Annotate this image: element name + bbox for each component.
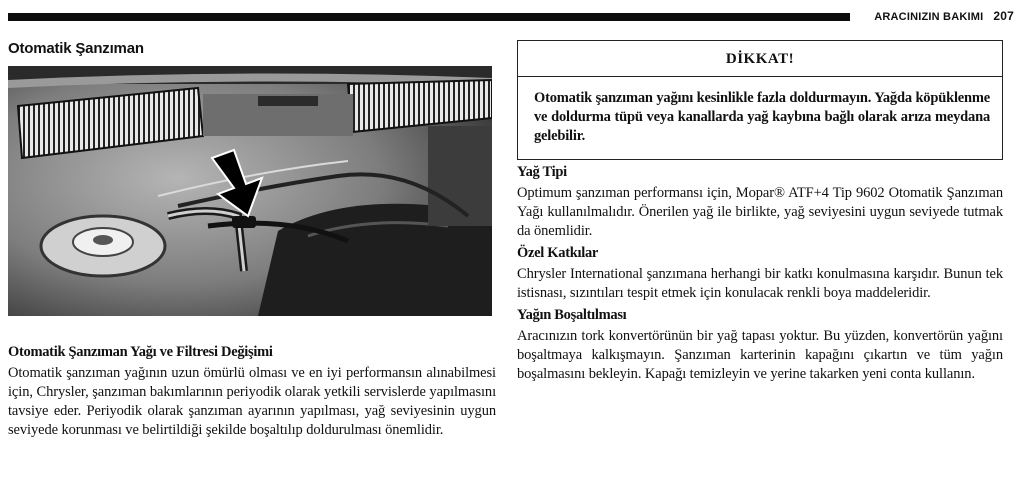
- oil-type-heading: Yağ Tipi: [517, 164, 567, 180]
- engine-photo-illustration: [8, 66, 492, 316]
- chapter-title: ARACINIZIN BAKIMI: [874, 11, 984, 23]
- additives-heading: Özel Katkılar: [517, 245, 599, 261]
- warning-text: Otomatik şanzıman yağını kesinlikle fazla doldurmayın. Yağda köpüklenme ve doldurma tüpü veya kanallarda yağ kaybına bağlı olarak arıza meydana gelebilir.: [534, 90, 990, 144]
- right-column: [517, 40, 1003, 388]
- page-number: 207: [993, 9, 1014, 23]
- draining-paragraph: Aracınızın tork konvertörünün bir yağ tapası yoktur. Bu yüzden, konvertörün yağını boşaltmaya kalkışmayın. Şanzıman karterinin kapağını çıkartın ve tüm yağın boşalmasını bekleyin. Kapağı temizleyin ve yerine takarken yeni conta kullanın.: [517, 328, 1003, 382]
- warning-box: [517, 40, 1003, 160]
- warning-title: DİKKAT!: [518, 41, 1002, 77]
- draining-heading: Yağın Boşaltılması: [517, 307, 627, 323]
- engine-bay-photo: [8, 66, 492, 316]
- fluid-change-paragraph: Otomatik şanzıman yağının uzun ömürlü olması ve en iyi performansın alınabilmesi için, Chrysler, şanzıman bakımlarının periyodik olarak yetkili servislerde yapılmasını tavsiye eder. Periyodik olarak şanzıman ayarının yapılması, yağ seviyesinin uygun seviyede korunması ve belirtildiği şekilde boşaltılıp doldurulması önemlidir.: [8, 365, 496, 438]
- additives-paragraph: Chrysler International şanzımana herhangi bir katkı konulmasına karşıdır. Bunun tek istisnası, sızıntıları tespit etmek için konulacak renkli boya maddeleridir.: [517, 266, 1003, 301]
- fluid-change-heading: Otomatik Şanzıman Yağı ve Filtresi Değişimi: [8, 344, 273, 360]
- header-rule: [8, 13, 850, 21]
- oil-type-paragraph: Optimum şanzıman performansı için, Mopar® ATF+4 Tip 9602 Otomatik Şanzıman Yağı kullanılmalıdır. Önerilen yağ ile birlikte, yağ seviyesini uygun seviyede tutmak da önemlidir.: [517, 185, 1003, 239]
- section-title: Otomatik Şanzıman: [8, 40, 144, 57]
- left-column: [8, 40, 496, 440]
- page-header: [874, 9, 1014, 25]
